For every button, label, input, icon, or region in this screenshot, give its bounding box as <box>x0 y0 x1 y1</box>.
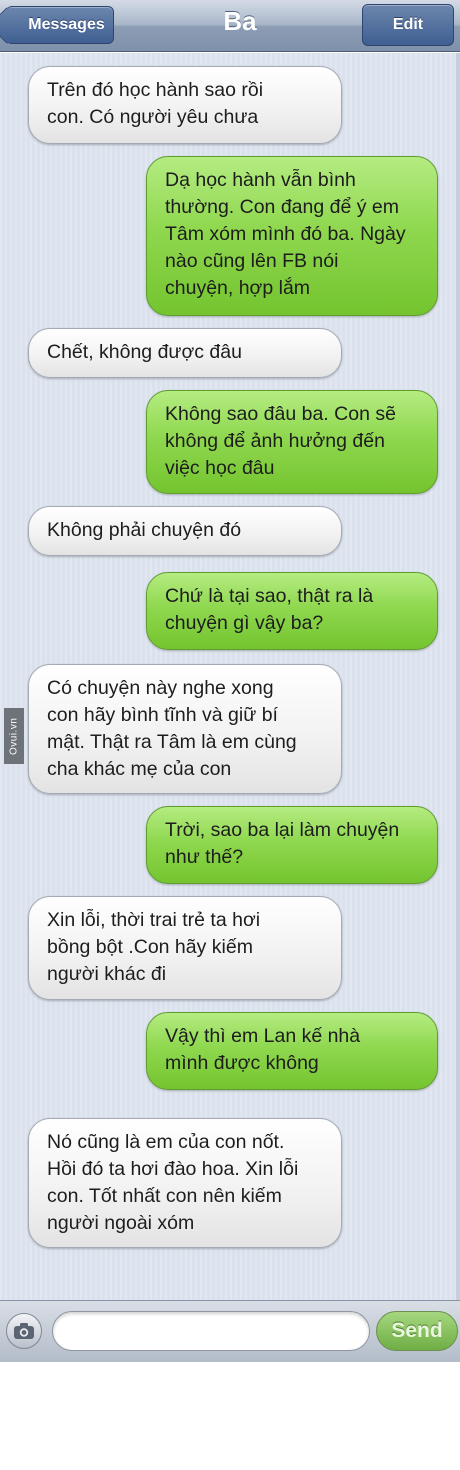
message-line: người ngoài xóm <box>47 1212 195 1234</box>
message-line: chuyện, hợp lắm <box>165 277 311 299</box>
message-line: Tâm xóm mình đó ba. Ngày <box>165 223 406 245</box>
scroll-track <box>456 53 460 1300</box>
blank-area <box>0 1362 460 1470</box>
message-line: Không phải chuyện đó <box>47 519 242 541</box>
message-line: con. Tốt nhất con nên kiếm <box>47 1185 282 1207</box>
message-line: bồng bột .Con hãy kiếm <box>47 936 253 958</box>
message-line: Trời, sao ba lại làm chuyện <box>165 819 400 841</box>
message-bubble-incoming <box>28 1118 342 1248</box>
message-line: Trên đó học hành sao rồi <box>47 79 264 101</box>
message-bubble-incoming <box>28 664 342 794</box>
message-line: Nó cũng là em của con nốt. <box>47 1131 285 1153</box>
back-arrow-icon <box>0 6 27 44</box>
message-line: Chết, không được đâu <box>47 341 242 363</box>
camera-button[interactable] <box>6 1313 42 1349</box>
message-bubble-outgoing <box>146 806 438 884</box>
camera-icon <box>13 1322 35 1340</box>
message-line: Xin lỗi, thời trai trẻ ta hơi <box>47 909 261 931</box>
message-line: việc học đâu <box>165 457 275 479</box>
message-line: con hãy bình tĩnh và giữ bí <box>47 704 278 726</box>
message-line: Không sao đâu ba. Con sẽ <box>165 403 396 425</box>
message-composer <box>0 1300 460 1362</box>
message-line: Dạ học hành vẫn bình <box>165 169 356 191</box>
message-line: Hồi đó ta hơi đào hoa. Xin lỗi <box>47 1158 299 1180</box>
message-line: người khác đi <box>47 963 167 985</box>
message-bubble-incoming <box>28 896 342 1000</box>
edit-button[interactable]: Edit <box>362 4 454 46</box>
message-line: thường. Con đang để ý em <box>165 196 399 218</box>
message-bubble-incoming <box>28 506 342 556</box>
message-bubble-incoming <box>28 328 342 378</box>
messages-back-button[interactable] <box>6 6 114 44</box>
message-bubble-incoming <box>28 66 342 144</box>
message-line: như thế? <box>165 846 244 868</box>
message-text-input[interactable] <box>52 1311 370 1351</box>
message-line: mình được không <box>165 1052 319 1074</box>
watermark-badge: Ovui.vn <box>4 708 24 764</box>
message-line: không để ảnh hưởng đến <box>165 430 385 452</box>
message-line: Vậy thì em Lan kế nhà <box>165 1025 361 1047</box>
message-line: mật. Thật ra Tâm là em cùng <box>47 731 297 753</box>
message-bubble-outgoing <box>146 390 438 494</box>
message-bubble-outgoing <box>146 1012 438 1090</box>
message-line: Có chuyện này nghe xong <box>47 677 274 699</box>
message-line: chuyện gì vậy ba? <box>165 612 324 634</box>
navigation-bar <box>0 0 460 52</box>
message-bubble-outgoing <box>146 156 438 316</box>
conversation-title: Ba <box>223 6 257 36</box>
message-line: con. Có người yêu chưa <box>47 106 259 128</box>
send-button[interactable]: Send <box>376 1311 458 1351</box>
message-line: cha khác mẹ của con <box>47 758 232 780</box>
back-button-label: Messages <box>28 16 105 33</box>
message-bubble-outgoing <box>146 572 438 650</box>
message-line: nào cũng lên FB nói <box>165 250 339 272</box>
message-line: Chứ là tại sao, thật ra là <box>165 585 374 607</box>
